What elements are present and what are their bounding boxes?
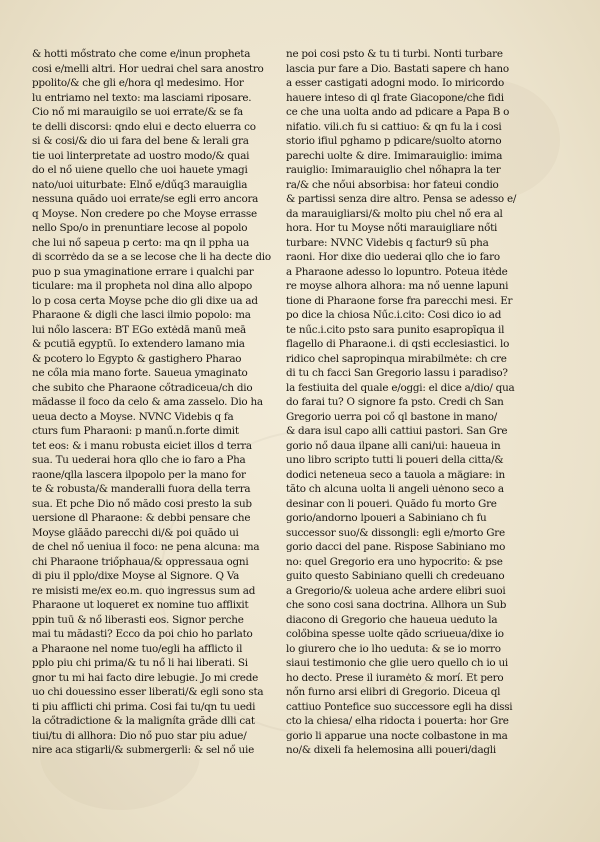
text-line: nello Spo/o in prenuntiare lecose al popolo: [32, 222, 248, 234]
text-line: gorio nő daua ilpane alli cani/ui: haueua in: [286, 439, 501, 452]
text-line: tione di Pharaone forse fra parecchi mesi. Er: [286, 294, 513, 307]
text-line: te nűc.i.cito psto sara punito esapropīqua il: [286, 323, 505, 336]
text-line: di tu ch facci San Gregorio lassu i paradiso?: [286, 367, 508, 379]
text-line: Moyse glăădo parecchi di/& poi quădo ui: [32, 526, 239, 539]
text-line: lui nőlo lascera: BT EGo extėdā manū meā: [32, 323, 246, 336]
text-line: parechi uolte & dire. Imimarauiglio: imima: [286, 149, 503, 162]
text-line: hauere inteso di ql frate Giacopone/che fidi: [286, 91, 504, 104]
text-line: cosi e/melli altri. Hor uedrai chel sara anostro: [32, 62, 264, 75]
text-line: tie uoi linterpretate ad uostro modo/& quai: [32, 149, 250, 162]
text-line: ppin tuū & nő liberasti eos. Signor perche: [32, 613, 244, 626]
text-line: no: quel Gregorio era uno hypocrito: & pse: [286, 555, 503, 568]
text-line: ra/& che nőui absorbisa: hor fateui condio: [286, 178, 499, 191]
text-line: ridico chel sapropinqua mirabilmėte: ch cre: [286, 352, 507, 365]
text-line: raoni. Hor dixe dio uederai qllo che io faro: [286, 251, 500, 263]
text-line: successor suo/& dissongli: egli e/morto Gre: [286, 526, 505, 539]
text-line: nato/uoi uiturbate: Elnő e/dűq3 marauiglia: [32, 178, 248, 191]
text-line: puo p sua ymaginatione errare i qualchi par: [32, 265, 254, 278]
text-line: te & robusta/& manderalli fuora della terra: [32, 483, 251, 495]
right-text-column: [286, 47, 534, 758]
text-line: ti piu afflicti chi prima. Cosi fai tu/qn tu uedi: [32, 700, 256, 713]
text-line: ticulare: ma il propheta nol dina allo alpopo: [32, 280, 253, 292]
text-line: lascia pur fare a Dio. Bastati sapere ch hano: [286, 62, 509, 75]
text-line: desinar con li poueri. Quădo fu morto Gre: [286, 497, 497, 510]
text-line: chi Pharaone triőphaua/& oppressaua ogni: [32, 555, 249, 568]
text-line: & hotti mőstrato che come e/inun propheta: [32, 48, 251, 60]
text-line: si & cosi/& dio ui fara del bene & lerali gra: [32, 135, 249, 147]
text-line: nőn furno arsi elibri di Gregorio. Diceua ql: [286, 686, 501, 698]
text-line: uo chi douessino esser liberati/& egli sono sta: [32, 686, 264, 698]
text-line: Gregorio uerra poi cő ql bastone in mano/: [286, 410, 497, 423]
text-line: & pcotero lo Egypto & gastighero Pharao: [32, 352, 242, 365]
text-line: no/& dixeli fa helemosina alli poueri/dagli: [286, 744, 496, 756]
text-line: flagello di Pharaone.i. di qsti ecclesiastici. lo: [286, 338, 510, 350]
text-line: & partissi senza dire altro. Pensa se adesso e/: [286, 193, 517, 205]
text-line: do el nő uiene quello che uoi hauete ymagi: [32, 164, 248, 176]
text-line: turbare: NVNC Videbis q factur9 sũ pha: [286, 236, 489, 249]
text-line: mai tu mădasti? Ecco da poi chio ho parlato: [32, 628, 253, 640]
text-line: gorio/andorno lpoueri a Sabiniano ch fu: [286, 512, 487, 524]
text-line: di piu il pplo/dixe Moyse al Signore. Q Va: [32, 570, 240, 582]
text-line: gorio dacci del pane. Rispose Sabiniano mo: [286, 541, 506, 553]
text-line: ne cőla mia mano forte. Saueua ymaginato: [32, 367, 248, 379]
text-line: nessuna quădo uoi errate/se egli erro ancora: [32, 193, 259, 205]
text-line: storio ifiul pghamo p pdicare/suolto atorno: [286, 135, 502, 147]
text-line: de chel nő ueniua il foco: ne pena alcuna: ma: [32, 541, 260, 553]
text-line: sua. Et pche Dio nő mădo cosi presto la sub: [32, 497, 252, 510]
text-line: la cőtradictione & la maligníta grăde dlli cat: [32, 715, 255, 727]
text-line: a Pharaone adesso lo lopuntro. Poteua itėde: [286, 265, 508, 278]
text-line: mădasse il foco da celo & ama zasselo. Dio ha: [32, 396, 263, 408]
text-line: cturs fum Pharaoni: p manű.n.forte dimit: [32, 425, 239, 437]
text-line: tiui/tu di allhora: Dio nő puo star piu adue/: [32, 729, 247, 742]
text-line: Pharaone ut loqueret ex nomine tuo afflixit: [32, 599, 249, 611]
text-line: a Gregorio/& uoleua ache ardere elibri suoi: [286, 584, 506, 597]
text-line: che lui nő sapeua p certo: ma qn il ppha ua: [32, 236, 250, 249]
text-line: re misisti me/ex eo.m. quo ingressus sum ad: [32, 584, 256, 597]
text-line: do farai tu? O signore fa psto. Credi ch San: [286, 396, 504, 408]
text-line: pplo piu chi prima/& tu nő li hai liberati. Si: [32, 657, 248, 669]
text-line: nifatio. vili.ch fu si cattiuo: & qn fu la i cosi: [286, 120, 502, 133]
text-line: di scorrėdo da se a se lecose che li ha decte dio: [32, 251, 271, 263]
text-line: te delli discorsi: qndo elui e decto eluerra co: [32, 120, 256, 133]
text-line: dodici neteneua seco a tauola a mägiare: in: [286, 468, 505, 481]
text-line: hora. Hor tu Moyse nőti marauigliare nőti: [286, 222, 498, 234]
text-line: ce che una uolta ando ad pdicare a Papa B o: [286, 106, 510, 118]
text-line: Cio nő mi marauigilo se uoi errate/& se fa: [32, 106, 243, 118]
text-line: ho decto. Prese il iuramėto & morí. Et pero: [286, 671, 504, 684]
text-line: la festiuita del quale e/oggi: el dice a/dio/ qua: [286, 381, 515, 394]
text-line: cto la chiesa/ elha ridocta i pouerta: hor Gre: [286, 715, 509, 727]
text-line: ppolito/& che gli e/hora ql medesimo. Hor: [32, 77, 244, 89]
text-line: lo p cosa certa Moyse pche dio gli dixe ua ad: [32, 294, 258, 307]
text-line: & dara isul capo alli cattiui pastori. San Gre: [286, 425, 508, 437]
text-line: guito questo Sabiniano quelli ch credeuano: [286, 570, 505, 582]
text-line: po dice la chiosa Nűc.i.cito: Cosi dico io ad: [286, 309, 502, 321]
text-line: q Moyse. Non credere po che Moyse errasse: [32, 207, 257, 220]
text-line: & pcutiā egyptū. Io extendero lamano mia: [32, 338, 245, 350]
text-line: diacono di Gregorio che haueua ueduto la: [286, 613, 498, 626]
text-line: a Pharaone nel nome tuo/egli ha afflicto il: [32, 642, 243, 655]
text-line: lu entriamo nel texto: ma lasciami riposare.: [32, 91, 252, 104]
text-line: uno libro scripto tutti li poueri della citta/&: [286, 454, 504, 466]
text-line: che subito che Pharaone cőtradiceua/ch dio: [32, 381, 253, 394]
text-line: raone/qlla lascera ilpopolo per la mano for: [32, 468, 246, 481]
text-line: gorio li apparue una nocte colbastone in ma: [286, 729, 508, 742]
text-line: uersione dl Pharaone: & debbi pensare che: [32, 512, 251, 524]
text-line: a esser castigati adogni modo. Io miricordo: [286, 77, 505, 89]
text-line: tet eos: & i manu robusta eiciet illos d terra: [32, 439, 252, 452]
text-line: Pharaone & digli che lasci ilmio popolo: ma: [32, 309, 251, 321]
text-line: nire aca stigarli/& submergerli: & sel nő uie: [32, 744, 254, 756]
text-line: che sono cosi sana doctrina. Allhora un Sub: [286, 599, 507, 611]
text-line: da marauigliarsi/& molto piu chel nő era al: [286, 207, 503, 220]
text-line: lo giurero che io lho ueduta: & se io morro: [286, 642, 501, 655]
text-line: cattiuo Pontefice suo successore egli ha dissi: [286, 700, 513, 713]
text-line: colőbina spesse uolte qădo scriueua/dixe io: [286, 628, 504, 640]
text-line: siaui testimonio che glie uero quello ch io ui: [286, 657, 508, 669]
text-line: tăto ch alcuna uolta li angeli uėnono seco a: [286, 483, 504, 495]
text-line: sua. Tu uederai hora qllo che io faro a Pha: [32, 454, 246, 466]
text-line: ueua decto a Moyse. NVNC Videbis q fa: [32, 410, 234, 423]
text-line: rauiglio: Imimarauiglio chel nőhapra la ter: [286, 164, 501, 176]
text-line: gnor tu mi hai facto dire lebugie. Jo mi crede: [32, 671, 259, 684]
text-line: re moyse alhora alhora: ma nő uenne lapuni: [286, 280, 509, 292]
left-text-column: [32, 47, 280, 758]
text-line: ne poi cosi psto & tu ti turbi. Nonti turbare: [286, 48, 503, 60]
